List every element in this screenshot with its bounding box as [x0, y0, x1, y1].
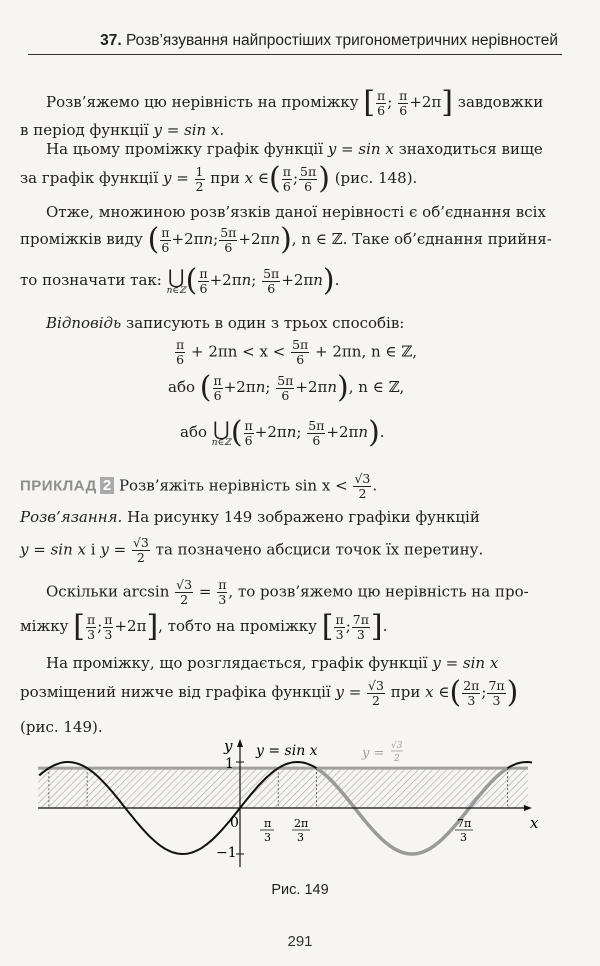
header-divider — [28, 54, 562, 55]
paragraph-6-line-2: розміщений нижче від графіка функції y = $\frac{√3}{2}$ при x ∈( $\frac{2\pi}{3}$ ; $\frac{7\pi}{3}$ ) — [20, 675, 519, 710]
figure-caption: Рис. 149 — [271, 882, 329, 898]
text: , n ∈ ℤ, — [348, 378, 405, 396]
formula: y = sin x — [432, 654, 499, 672]
fraction: $\frac{5\pi}{6}$ — [300, 163, 317, 194]
svg-text:y =: y = — [362, 746, 385, 761]
fraction: $\frac{√3}{2}$ — [132, 535, 149, 565]
fraction: $\frac{\pi}{3}$ — [86, 611, 96, 642]
fraction: $\frac{√3}{2}$ — [354, 471, 371, 501]
example-heading: ПРИКЛАД 2 Розв’яжіть нерівність sin x < $\frac{√3}{2}$ . — [20, 471, 378, 501]
fraction: $\frac{7\pi}{3}$ — [488, 677, 505, 708]
fraction: $\frac{\pi}{6}$ — [213, 372, 222, 403]
bracket: ] — [370, 609, 383, 644]
svg-text:7π: 7π — [457, 817, 472, 830]
answer-form-2: або ( $\frac{\pi}{6}$ +2πn; $\frac{5\pi}{6}$ +2πn), n ∈ ℤ, — [168, 370, 405, 405]
text: Отже, множиною розв’язків даної нерівності є об’єднання всіх — [46, 203, 546, 221]
paragraph-1-line-1: Розв’яжемо цю нерівність на проміжку [ $\frac{\pi}{6}$ ; $\frac{\pi}{6}$ +2π] завдовжки — [46, 85, 544, 120]
fraction: $\frac{\pi}{6}$ — [199, 265, 208, 296]
text: та позначено абсциси точок їх перетину. — [155, 540, 484, 559]
bracket: [ — [73, 609, 85, 644]
text: і — [90, 540, 96, 559]
formula: y = sin x — [327, 140, 394, 158]
paragraph-3-line-2: проміжків виду ( $\frac{\pi}{6}$ +2πn; $\frac{5\pi}{6}$ +2πn), n ∈ ℤ. Таке об’єднання прийня- — [20, 222, 552, 257]
text: , то розв’яжемо цю нерівність на про- — [228, 582, 529, 601]
fraction: $\frac{5\pi}{6}$ — [277, 372, 294, 403]
text: то позначати так: — [20, 271, 162, 289]
paragraph-4 — [46, 314, 404, 332]
fraction: $\frac{5\pi}{6}$ — [263, 265, 280, 296]
text: розміщений нижче від графіка функції — [20, 683, 331, 701]
y-minus-one-label: −1 — [216, 845, 237, 861]
text: або — [168, 378, 196, 396]
x-axis-label: x — [530, 814, 539, 832]
fraction: $\frac{√3}{2}$ — [176, 577, 193, 607]
tick-label-2pi3 — [292, 817, 310, 844]
fraction: $\frac{√3}{2}$ — [368, 677, 384, 708]
paren: ) — [318, 161, 330, 196]
formula: y = sin x. — [153, 121, 225, 139]
paragraph-6-line-1 — [46, 654, 498, 672]
text: при — [210, 169, 240, 187]
text: (рис. 149). — [20, 718, 103, 736]
paragraph-6-line-3 — [20, 718, 103, 736]
y-axis-label: y — [224, 737, 233, 755]
fraction: $\frac{\pi}{6}$ — [176, 337, 185, 367]
header-title — [100, 32, 558, 50]
fraction: $\frac{5\pi}{6}$ — [220, 224, 237, 255]
svg-text:2: 2 — [394, 754, 400, 764]
hatched-band — [38, 768, 528, 808]
text: , n ∈ ℤ. Таке об’єднання прийня- — [291, 230, 552, 248]
paragraph-2-line-1 — [46, 140, 543, 158]
example-number-badge: 2 — [100, 477, 114, 494]
figure-149 — [0, 735, 600, 875]
fraction: $\frac{5\pi}{6}$ — [292, 337, 309, 367]
text: , тобто на проміжку — [158, 617, 317, 635]
text: проміжків виду — [20, 230, 143, 248]
bracket: [ — [363, 85, 376, 120]
section-number: 37. — [100, 32, 122, 49]
y-axis-arrow — [237, 739, 243, 747]
y-one-label: 1 — [225, 756, 234, 772]
sine-curve-label: y = sin x — [256, 743, 318, 759]
section-title: Розв’язування найпростіших тригонометричних нерівностей — [126, 32, 558, 49]
fraction: $\frac{5\pi}{6}$ — [308, 417, 325, 448]
paragraph-3-line-1 — [46, 203, 546, 221]
fraction: $\frac{\pi}{6}$ — [244, 417, 253, 448]
answer-form-1 — [174, 338, 417, 367]
answer-form-3: або ⋃ n∈ℤ ( $\frac{\pi}{6}$ +2πn; $\frac{5\pi}{6}$ +2πn). — [180, 415, 385, 450]
text: завдовжки — [457, 93, 544, 111]
svg-text:π: π — [264, 817, 272, 830]
paren: ) — [337, 370, 349, 405]
fraction: $\frac{\pi}{6}$ — [399, 87, 408, 118]
svg-text:3: 3 — [264, 831, 271, 844]
text: знаходиться вище — [398, 140, 543, 158]
union-symbol: ⋃ n∈ℤ — [166, 264, 186, 296]
paren: ) — [368, 415, 380, 450]
fraction: $\frac{\pi}{6}$ — [282, 163, 291, 194]
fraction: $\frac{\pi}{3}$ — [335, 611, 344, 642]
text: за графік функції — [20, 169, 159, 187]
running-header — [0, 0, 600, 60]
text: + 2πn < x < — [191, 342, 286, 361]
text: На рисунку 149 зображено графіки функцій — [127, 508, 480, 526]
text: Розв’яжемо цю нерівність на проміжку — [46, 93, 359, 111]
text: На проміжку, що розглядається, графік функції — [46, 654, 428, 672]
text: Розв’яжіть нерівність — [118, 476, 291, 495]
svg-text:3: 3 — [460, 831, 467, 844]
paragraph-3-line-3: то позначати так: ⋃ n∈ℤ ( $\frac{\pi}{6}$ +2πn; $\frac{5\pi}{6}$ +2πn). — [20, 263, 340, 298]
bracket: ] — [146, 609, 159, 644]
text: На цьому проміжку графік функції — [46, 140, 324, 158]
bracket: [ — [321, 609, 334, 644]
line-curve-label — [361, 740, 403, 764]
text: записують в один з трьох способів: — [126, 314, 405, 332]
paren: ( — [199, 370, 212, 405]
page-number: 291 — [287, 933, 313, 950]
text-italic: Розв’язання. — [20, 508, 123, 526]
fraction: $\frac{2\pi}{3}$ — [463, 677, 480, 708]
text: (рис. 148). — [334, 169, 418, 187]
paren: ) — [280, 222, 292, 257]
text: в період функції — [20, 121, 149, 139]
formula: y = sin x — [20, 540, 86, 559]
paragraph-2-line-2: за графік функції y = $\frac{1}{2}$ при x ∈( $\frac{\pi}{6}$ ; $\frac{5\pi}{6}$ ) (рис. 148). — [20, 161, 418, 196]
tick-label-7pi3 — [455, 817, 473, 844]
text: Оскільки arcsin — [46, 582, 170, 601]
paren: ( — [147, 222, 160, 257]
paragraph-1-line-2 — [20, 121, 224, 139]
tick-label-pi3 — [260, 817, 274, 844]
paren: ( — [269, 161, 281, 196]
svg-text:√3: √3 — [391, 741, 403, 751]
text: міжку — [20, 617, 69, 635]
paren: ( — [449, 675, 462, 710]
text: при — [390, 683, 421, 701]
paren: ( — [185, 263, 198, 298]
svg-text:3: 3 — [297, 831, 304, 844]
example-label: ПРИКЛАД — [20, 477, 97, 495]
paren: ) — [322, 263, 335, 298]
solution-line-2: y = sin x і y = $\frac{√3}{2}$ та позначено абсциси точок їх перетину. — [20, 535, 484, 565]
fraction: $\frac{\pi}{6}$ — [161, 224, 170, 255]
text: або — [180, 423, 208, 441]
text: + 2πn, n ∈ ℤ, — [315, 342, 417, 361]
fraction: $\frac{\pi}{3}$ — [104, 611, 113, 642]
fraction: $\frac{1}{2}$ — [195, 163, 204, 194]
paragraph-5-line-1: Оскільки arcsin $\frac{√3}{2}$ = $\frac{\pi}{3}$ , то розв’яжемо цю нерівність на про- — [46, 577, 529, 607]
fraction: $\frac{\pi}{3}$ — [218, 577, 227, 607]
solution-line-1 — [20, 508, 480, 526]
fraction: $\frac{7\pi}{3}$ — [352, 611, 369, 642]
text-italic: Відповідь — [46, 314, 122, 332]
fraction: $\frac{\pi}{6}$ — [377, 87, 386, 118]
formula: sin x < — [294, 476, 348, 495]
origin-label: 0 — [230, 815, 239, 831]
bracket: ] — [441, 85, 454, 120]
paren: ) — [506, 675, 519, 710]
union-symbol: ⋃ n∈ℤ — [211, 416, 231, 448]
paren: ( — [230, 415, 243, 450]
svg-text:2π: 2π — [294, 817, 309, 830]
paragraph-5-line-2: міжку [ $\frac{\pi}{3}$ ; $\frac{\pi}{3}$ +2π], тобто на проміжку [ $\frac{\pi}{3}$ ; $\frac{7\pi}{3}$ ]. — [20, 609, 388, 644]
